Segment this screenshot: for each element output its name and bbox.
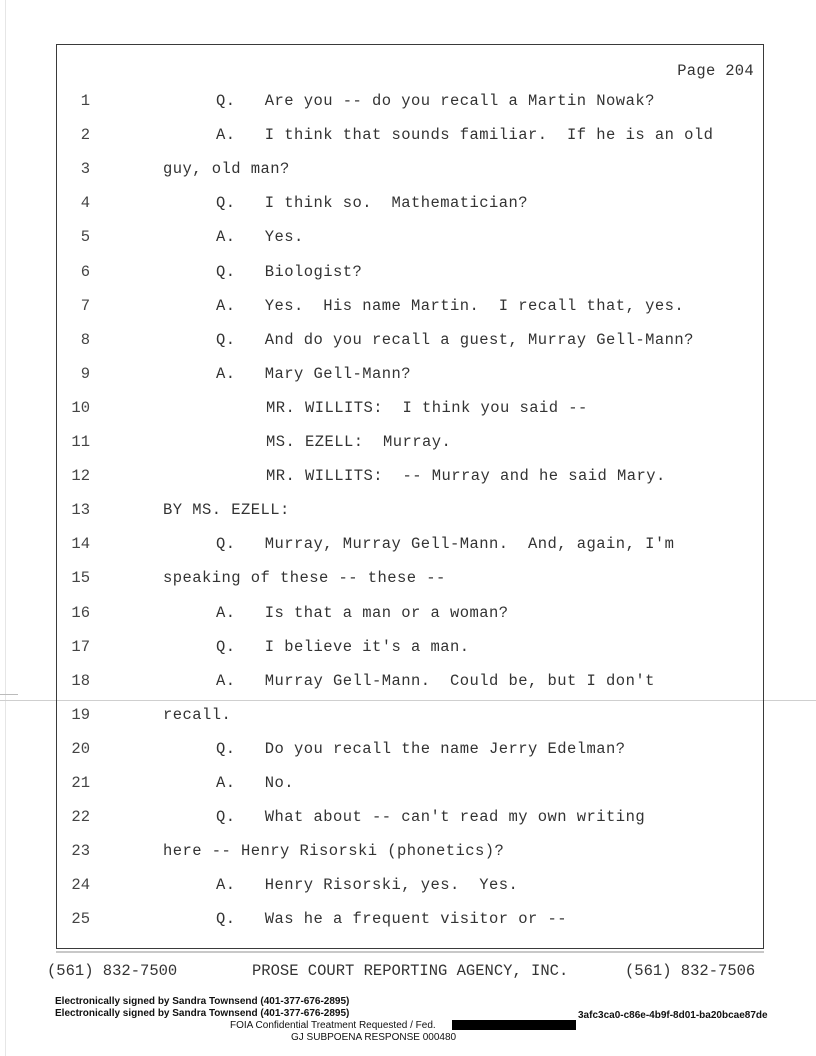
line-text: here -- Henry Risorski (phonetics)? <box>163 842 505 861</box>
transcript-line <box>0 706 816 736</box>
signature-hash: 3afc3ca0-c86e-4b9f-8d01-ba20bcae87de <box>578 1010 768 1021</box>
transcript-line <box>0 331 816 361</box>
transcript-line <box>0 740 816 770</box>
line-text: Q. I think so. Mathematician? <box>216 194 529 213</box>
line-number: 15 <box>71 569 90 588</box>
line-text: BY MS. EZELL: <box>163 501 290 520</box>
line-number: 23 <box>71 842 90 861</box>
line-number: 20 <box>71 739 90 758</box>
transcript-line <box>0 672 816 702</box>
transcript-line <box>0 569 816 599</box>
line-text: A. Henry Risorski, yes. Yes. <box>216 876 519 895</box>
line-number: 19 <box>71 705 90 724</box>
bates-number: GJ SUBPOENA RESPONSE 000480 <box>291 1032 457 1043</box>
transcript-line <box>0 876 816 906</box>
footer-phone-right: (561) 832-7506 <box>625 962 756 980</box>
signature-line-2: Electronically signed by Sandra Townsend (401-377-676-2895) <box>55 1008 350 1019</box>
line-number: 12 <box>71 467 90 486</box>
line-number: 11 <box>71 433 90 451</box>
transcript-line <box>0 297 816 327</box>
footer-agency-name: PROSE COURT REPORTING AGENCY, INC. <box>252 962 569 980</box>
line-text: MR. WILLITS: -- Murray and he said Mary. <box>266 467 666 486</box>
transcript-line <box>0 535 816 565</box>
line-number: 24 <box>71 876 90 895</box>
transcript-line <box>0 638 816 668</box>
transcript-line <box>0 604 816 634</box>
transcript-line <box>0 808 816 838</box>
line-text: Q. Murray, Murray Gell-Mann. And, again, I'm <box>216 535 675 554</box>
transcript-line <box>0 910 816 940</box>
line-text: MR. WILLITS: I think you said -- <box>266 398 588 417</box>
line-number: 13 <box>71 501 90 520</box>
line-number: 10 <box>71 398 90 417</box>
line-number: 14 <box>71 535 90 554</box>
line-text: guy, old man? <box>163 160 290 179</box>
transcript-line <box>0 194 816 224</box>
transcript-line <box>0 433 816 463</box>
line-text: A. I think that sounds familiar. If he is an old <box>216 126 714 145</box>
transcript-line <box>0 501 816 531</box>
line-text: speaking of these -- these -- <box>163 569 446 588</box>
frame-shadow <box>56 951 764 953</box>
line-text: Q. I believe it's a man. <box>216 637 470 656</box>
line-text: Q. Are you -- do you recall a Martin Nowak? <box>216 92 655 110</box>
line-text: A. Yes. <box>216 228 304 247</box>
line-number: 16 <box>71 603 90 622</box>
transcript-line <box>0 365 816 395</box>
foia-notice: FOIA Confidential Treatment Requested / Fed. <box>230 1020 436 1031</box>
line-text: Q. Biologist? <box>216 262 363 281</box>
page-number: Page 204 <box>677 62 754 80</box>
line-text: Q. What about -- can't read my own writing <box>216 808 646 827</box>
line-text: Q. And do you recall a guest, Murray Gell-Mann? <box>216 330 694 349</box>
line-text: A. Is that a man or a woman? <box>216 603 509 622</box>
line-number: 25 <box>71 910 90 929</box>
line-number: 8 <box>80 330 90 349</box>
line-text: Q. Was he a frequent visitor or -- <box>216 910 568 929</box>
transcript-line <box>0 774 816 804</box>
line-text: A. Murray Gell-Mann. Could be, but I don't <box>216 671 655 690</box>
transcript-line <box>0 399 816 429</box>
line-number: 3 <box>80 160 90 179</box>
transcript-line <box>0 467 816 497</box>
line-number: 22 <box>71 808 90 827</box>
line-number: 18 <box>71 671 90 690</box>
footer-phone-left: (561) 832-7500 <box>47 962 178 980</box>
line-number: 21 <box>71 774 90 792</box>
line-number: 2 <box>80 126 90 145</box>
transcript-line <box>0 160 816 190</box>
line-text: MS. EZELL: Murray. <box>266 433 452 451</box>
line-number: 1 <box>80 92 90 110</box>
transcript-line <box>0 842 816 872</box>
line-number: 9 <box>80 364 90 383</box>
line-number: 5 <box>80 228 90 247</box>
transcript-line <box>0 263 816 293</box>
transcript-line <box>0 92 816 122</box>
line-text: recall. <box>163 705 232 724</box>
line-number: 17 <box>71 637 90 656</box>
line-text: A. No. <box>216 774 295 792</box>
line-number: 7 <box>80 296 90 315</box>
line-text: A. Yes. His name Martin. I recall that, yes. <box>216 296 685 315</box>
line-number: 4 <box>80 194 90 213</box>
signature-line-1: Electronically signed by Sandra Townsend (401-377-676-2895) <box>55 996 350 1007</box>
line-text: Q. Do you recall the name Jerry Edelman? <box>216 739 626 758</box>
line-number: 6 <box>80 262 90 281</box>
transcript-line <box>0 228 816 258</box>
line-text: A. Mary Gell-Mann? <box>216 364 412 383</box>
redaction-bar <box>452 1020 576 1030</box>
transcript-line <box>0 126 816 156</box>
